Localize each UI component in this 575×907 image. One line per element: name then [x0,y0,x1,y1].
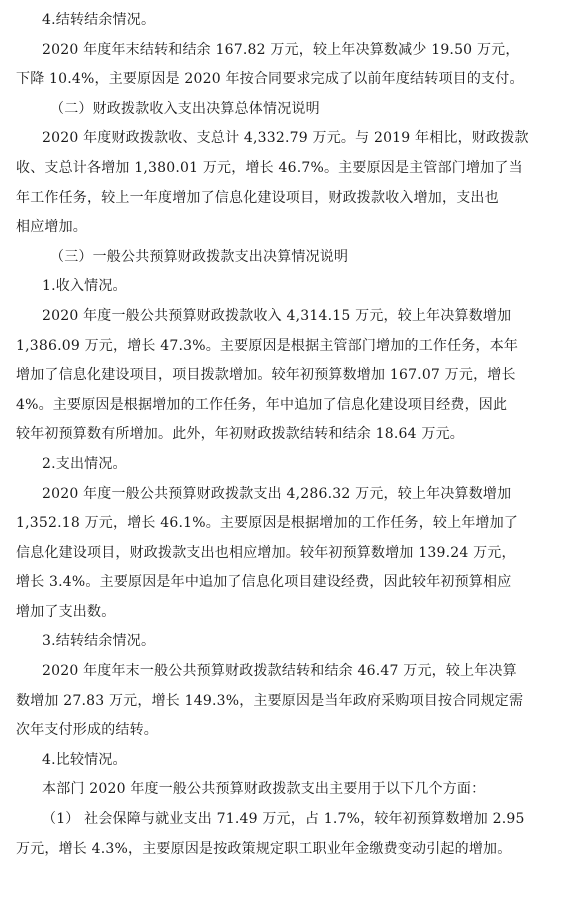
paragraph-line: 2020 年度年末一般公共预算财政拨款结转和结余 46.47 万元，较上年决算 [42,663,517,680]
paragraph-line: 较年初预算数有所增加。此外，年初财政拨款结转和结余 18.64 万元。 [16,426,464,443]
subsection-heading-carryover: 3.结转结余情况。 [42,633,156,650]
paragraph-line: 增加了支出数。 [16,603,116,620]
paragraph-line: 信息化建设项目，财政拨款支出也相应增加。较年初预算数增加 139.24 万元， [16,544,516,561]
paragraph-line: 万元，增长 4.3%，主要原因是按政策规定职工职业年金缴费变动引起的增加。 [16,840,512,857]
paragraph-line: 2020 年度年末结转和结余 167.82 万元，较上年决算数减少 19.50 万元， [42,41,520,58]
paragraph-line: 2020 年度一般公共预算财政拨款收入 4,314.15 万元，较上年决算数增加 [42,307,512,324]
paragraph-line: 本部门 2020 年度一般公共预算财政拨款支出主要用于以下几个方面： [42,781,486,798]
paragraph-line: 收、支总计各增加 1,380.01 万元，增长 46.7%。主要原因是主管部门增加了当 [16,159,523,176]
section-heading-carryover-balance: 4.结转结余情况。 [42,12,156,28]
paragraph-line: 增长 3.4%。主要原因是年中追加了信息化项目建设经费，因此较年初预算相应 [16,574,512,591]
subsection-heading-comparison: 4.比较情况。 [42,751,127,768]
paragraph-line: 年工作任务，较上一年度增加了信息化建设项目，财政拨款收入增加，支出也 [16,189,499,206]
paragraph-line: 相应增加。 [16,219,87,236]
paragraph-line: 2020 年度一般公共预算财政拨款支出 4,286.32 万元，较上年决算数增加 [42,485,512,502]
paragraph-line: 数增加 27.83 万元，增长 149.3%，主要原因是当年政府采购项目按合同规定需 [16,692,524,709]
paragraph-line: 次年支付形成的结转。 [16,722,158,739]
paragraph-line: 增加了信息化建设项目，项目拨款增加。较年初预算数增加 167.07 万元，增长 [16,367,516,384]
paragraph-line: 4%。主要原因是根据增加的工作任务，年中追加了信息化建设项目经费，因此 [16,396,508,413]
paragraph-line: 2020 年度财政拨款收、支总计 4,332.79 万元。与 2019 年相比，财政拨款 [42,130,529,147]
paragraph-line: 1,386.09 万元，增长 47.3%。主要原因是根据主管部门增加的工作任务，本年 [16,337,519,354]
paragraph-line: 1,352.18 万元，增长 46.1%。主要原因是根据增加的工作任务，较上年增加了 [16,515,519,532]
subsection-heading-income: 1.收入情况。 [42,278,127,295]
section-heading-fiscal-overall: （二）财政拨款收入支出决算总体情况说明 [50,100,320,117]
paragraph-line: 下降 10.4%，主要原因是 2020 年按合同要求完成了以前年度结转项目的支付。 [16,71,524,88]
section-heading-general-budget: （三）一般公共预算财政拨款支出决算情况说明 [50,248,349,265]
subsection-heading-expenditure: 2.支出情况。 [42,455,127,472]
list-item-social-security: （1） 社会保障与就业支出 71.49 万元，占 1.7%，较年初预算数增加 2.95 [42,811,525,828]
